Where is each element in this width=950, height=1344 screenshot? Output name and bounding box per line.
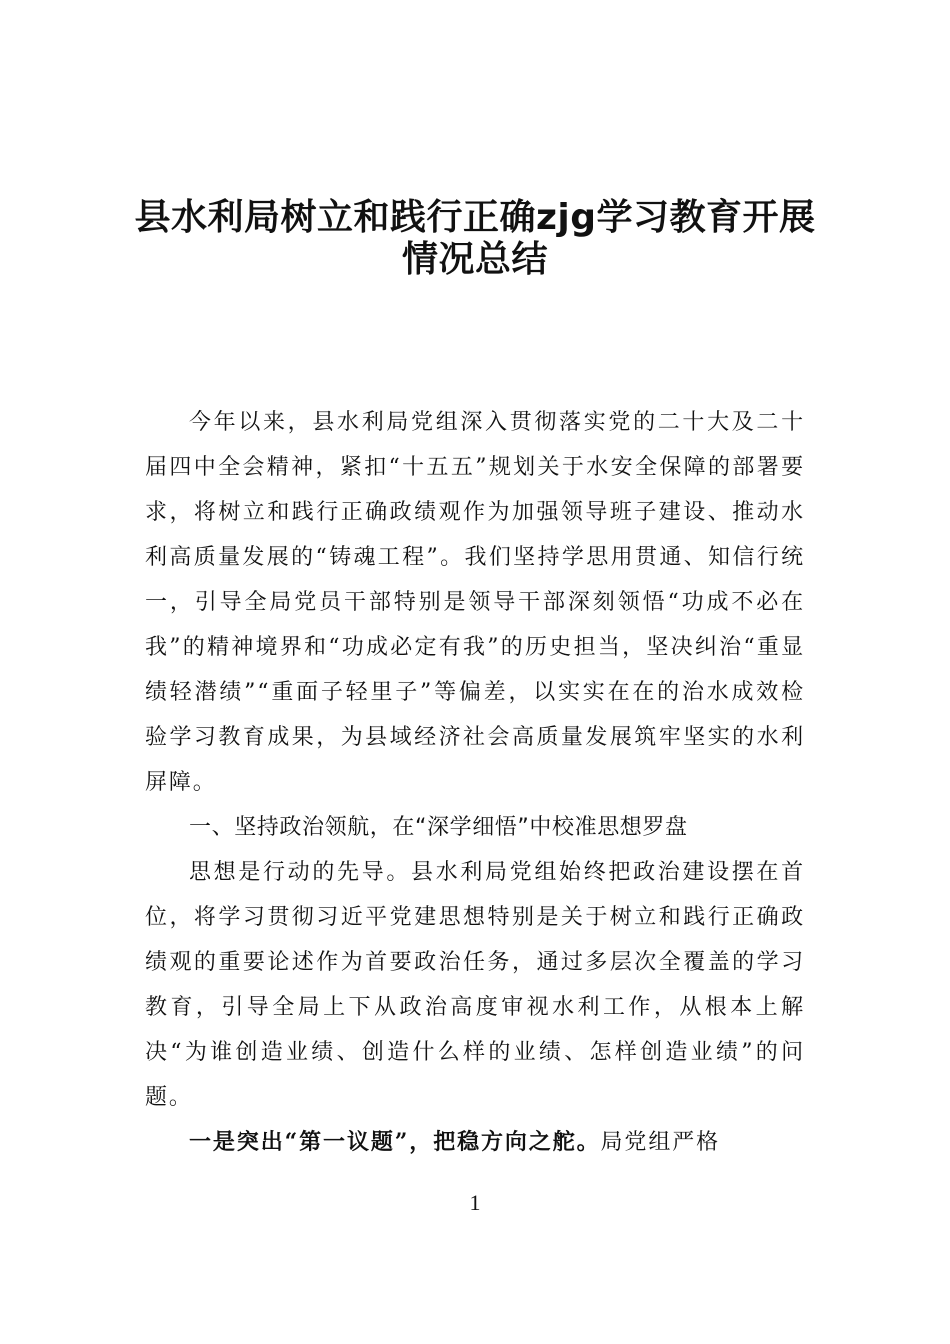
- document-title-line-2: 情况总结: [401, 239, 548, 280]
- point-1-text: 局党组严格: [600, 1130, 721, 1155]
- point-1-paragraph: [145, 1120, 805, 1165]
- page-number: 1: [469, 1190, 481, 1215]
- document-title-line-1: 县水利局树立和践行正确zjg学习教育开展: [134, 197, 816, 238]
- point-1-lead: 一是突出“第一议题”，把稳方向之舵。: [189, 1129, 601, 1155]
- intro-paragraph: 今年以来，县水利局党组深入贯彻落实党的二十大及二十届四中全会精神，紧扣“十五五”规划关于水安全保障的部署要求，将树立和践行正确政绩观作为加强领导班子建设、推动水利高质量发展的“铸魂工程”。我们坚持学思用贯通、知信行统一，引导全局党员干部特别是领导干部深刻领悟“功成不必在我”的精神境界和“功成必定有我”的历史担当，坚决纠治“重显绩轻潜绩”“重面子轻里子”等偏差，以实实在在的治水成效检验学习教育成果，为县域经济社会高质量发展筑牢坚实的水利屏障。: [145, 410, 805, 795]
- document-body: [145, 400, 805, 1165]
- section-1-paragraph: 思想是行动的先导。县水利局党组始终把政治建设摆在首位，将学习贯彻习近平党建思想特别是关于树立和践行正确政绩观的重要论述作为首要政治任务，通过多层次全覆盖的学习教育，引导全局上下从政治高度审视水利工作，从根本上解决“为谁创造业绩、创造什么样的业绩、怎样创造业绩”的问题。: [145, 860, 805, 1110]
- section-heading-1: 一、坚持政治领航，在“深学细悟”中校准思想罗盘: [189, 815, 688, 840]
